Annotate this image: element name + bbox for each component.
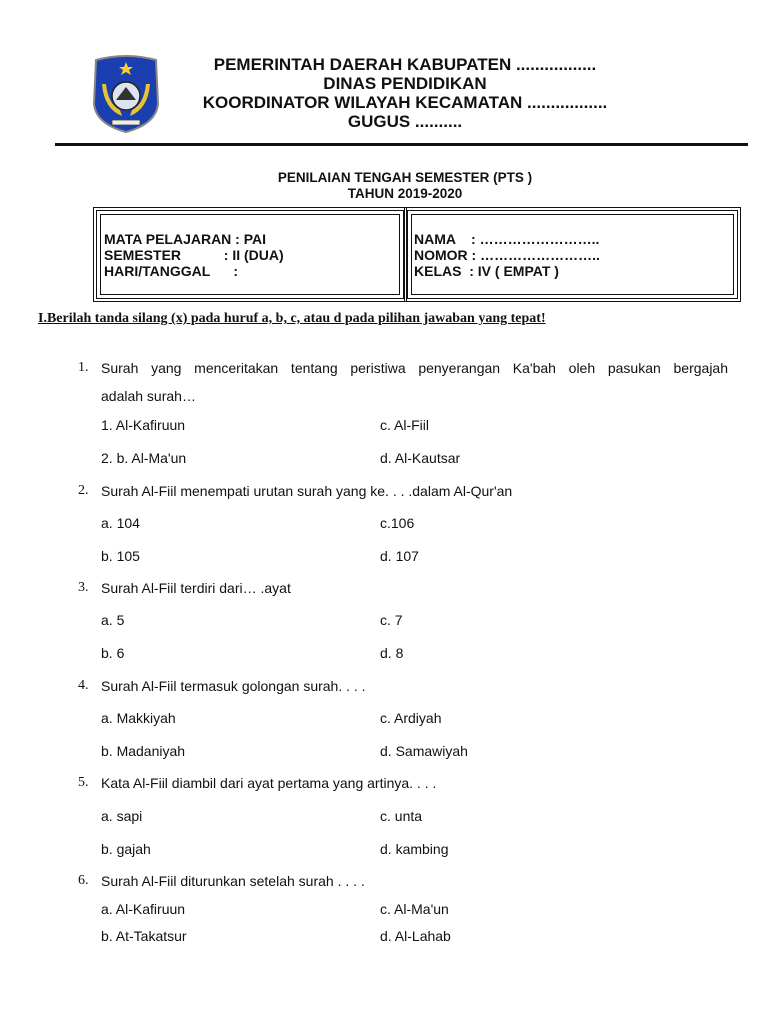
answer-option: c. 7 — [380, 612, 403, 628]
header-line-4: GUGUS .......... — [347, 112, 463, 131]
answer-option: c.106 — [380, 515, 415, 531]
answer-option: a. 5 — [101, 612, 125, 628]
question-text: Surah yang menceritakan tentang peristiwa penyerangan Ka'bah oleh pasukan bergajah — [101, 360, 728, 376]
answer-option: 2. b. Al-Ma'un — [101, 450, 187, 466]
answer-option: a. Al-Kafiruun — [101, 901, 186, 917]
question-number: 3. — [78, 580, 89, 595]
answer-option: a. Makkiyah — [101, 710, 176, 726]
question-text: adalah surah… — [101, 388, 196, 404]
header-line-3: KOORDINATOR WILAYAH KECAMATAN ................. — [202, 93, 608, 112]
exam-year: TAHUN 2019-2020 — [347, 186, 463, 201]
answer-option: b. Madaniyah — [101, 743, 186, 759]
answer-option: d. Al-Kautsar — [380, 450, 461, 466]
answer-option: c. Al-Ma'un — [380, 901, 449, 917]
question-number: 1. — [78, 360, 89, 375]
info-name: NAMA : …………………….. — [414, 231, 600, 247]
info-class: KELAS : IV ( EMPAT ) — [414, 263, 559, 279]
question-text: Surah Al-Fiil menempati urutan surah yang ke. . . .dalam Al-Qur'an — [101, 483, 513, 499]
exam-title: PENILAIAN TENGAH SEMESTER (PTS ) — [277, 170, 533, 185]
question-text: Kata Al-Fiil diambil dari ayat pertama yang artinya. . . . — [101, 775, 437, 791]
info-subject: MATA PELAJARAN : PAI — [104, 231, 267, 247]
question-text: Surah Al-Fiil termasuk golongan surah. . . . — [101, 678, 366, 694]
answer-option: b. 6 — [101, 645, 125, 661]
header-divider — [55, 143, 748, 146]
answer-option: d. Samawiyah — [380, 743, 468, 759]
info-number: NOMOR : …………………….. — [414, 247, 600, 263]
answer-option: a. 104 — [101, 515, 140, 531]
answer-option: c. Al-Fiil — [380, 417, 429, 433]
header-line-2: DINAS PENDIDIKAN — [323, 74, 487, 93]
header-line-1: PEMERINTAH DAERAH KABUPATEN ................. — [213, 55, 597, 74]
answer-option: b. 105 — [101, 548, 140, 564]
answer-option: d. Al-Lahab — [380, 928, 451, 944]
info-date: HARI/TANGGAL : — [104, 263, 239, 279]
answer-option: d. 107 — [380, 548, 419, 564]
answer-option: d. kambing — [380, 841, 449, 857]
answer-option: 1. Al-Kafiruun — [101, 417, 186, 433]
answer-option: a. sapi — [101, 808, 143, 824]
answer-option: b. gajah — [101, 841, 151, 857]
question-number: 2. — [78, 483, 89, 498]
answer-option: c. unta — [380, 808, 423, 824]
question-text: Surah Al-Fiil diturunkan setelah surah . . . . — [101, 873, 365, 889]
info-semester: SEMESTER : II (DUA) — [104, 247, 284, 263]
answer-option: c. Ardiyah — [380, 710, 442, 726]
instruction: I.Berilah tanda silang (x) pada huruf a, b, c, atau d pada pilihan jawaban yang tepat! — [38, 311, 546, 326]
answer-option: b. At-Takatsur — [101, 928, 187, 944]
answer-option: d. 8 — [380, 645, 404, 661]
question-number: 5. — [78, 775, 89, 790]
question-number: 6. — [78, 873, 89, 888]
question-text: Surah Al-Fiil terdiri dari… .ayat — [101, 580, 291, 596]
question-number: 4. — [78, 678, 89, 693]
